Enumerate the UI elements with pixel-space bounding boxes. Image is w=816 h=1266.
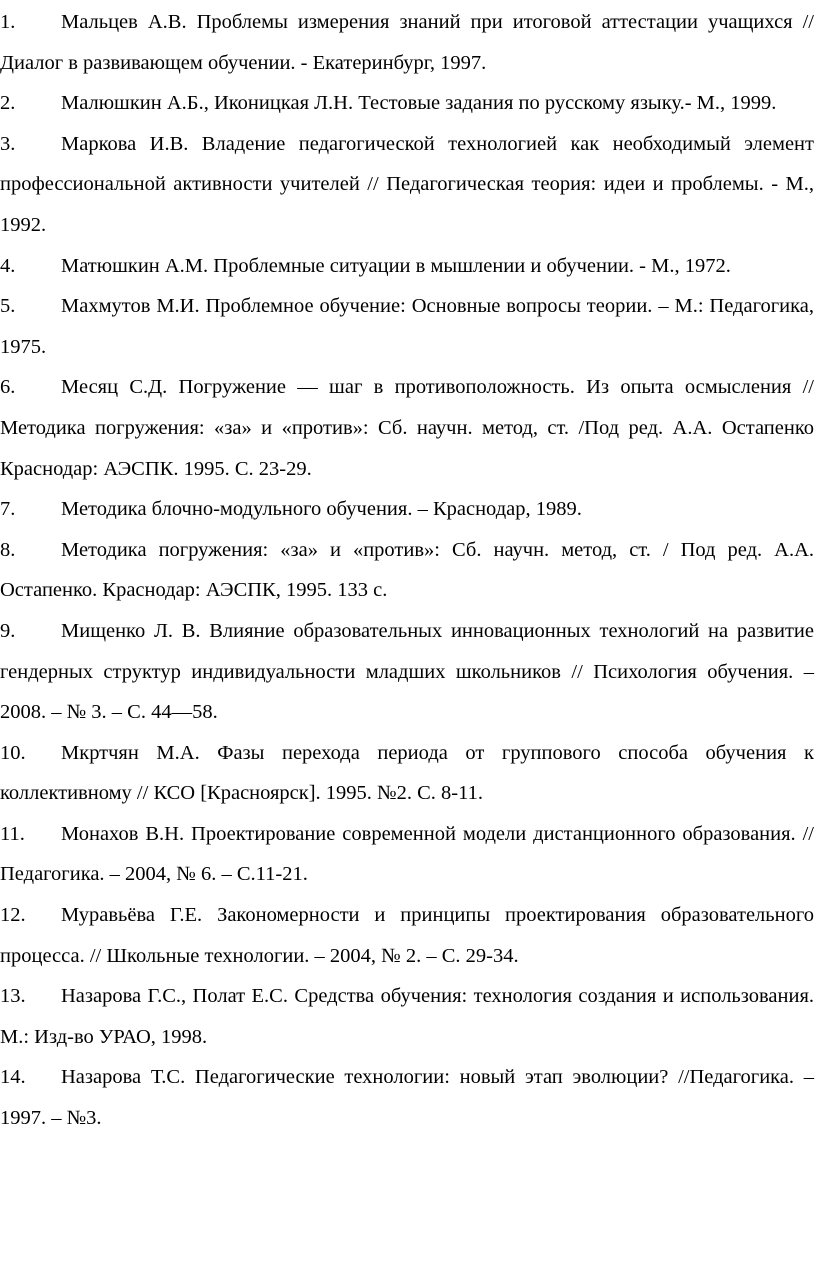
reference-text: Мищенко Л. В. Влияние образовательных инновационных технологий на развитие гендерных структур индивидуальности младших школьников // Психология обучения. – 2008. – № 3. – С. 44—58. bbox=[0, 619, 814, 724]
reference-number: 10. bbox=[0, 741, 26, 764]
reference-item-12 bbox=[0, 895, 814, 976]
reference-item-1 bbox=[0, 2, 814, 83]
reference-text: Назарова Г.С., Полат Е.С. Средства обучения: технология создания и использования. М.: Изд-во УРАО, 1998. bbox=[0, 985, 814, 1048]
reference-number: 3. bbox=[0, 132, 16, 155]
reference-item-4 bbox=[0, 246, 814, 287]
reference-text: Назарова Т.С. Педагогические технологии: новый этап эволюции? //Педагогика. – 1997. – №3. bbox=[0, 1066, 814, 1130]
reference-text: Мальцев А.В. Проблемы измерения знаний при итоговой аттестации учащихся // Диалог в развивающем обучении. - Екатеринбург, 1997. bbox=[0, 11, 814, 74]
reference-text: Монахов В.Н. Проектирование современной модели дистанционного образования. // Педагогика. – 2004, № 6. – С.11-21. bbox=[0, 822, 814, 886]
reference-item-3 bbox=[0, 124, 814, 246]
reference-text: Методика блочно-модульного обучения. – Краснодар, 1989. bbox=[61, 498, 582, 521]
reference-text: Матюшкин А.М. Проблемные ситуации в мышлении и обучении. - М., 1972. bbox=[61, 254, 731, 277]
reference-number: 8. bbox=[0, 538, 16, 561]
reference-text: Малюшкин А.Б., Иконицкая Л.Н. Тестовые задания по русскому языку.- М., 1999. bbox=[61, 92, 777, 115]
reference-number: 4. bbox=[0, 254, 16, 277]
reference-item-7 bbox=[0, 489, 814, 530]
reference-item-5 bbox=[0, 286, 814, 367]
reference-text: Махмутов М.И. Проблемное обучение: Основные вопросы теории. – М.: Педагогика, 1975. bbox=[0, 295, 814, 358]
reference-item-2 bbox=[0, 83, 814, 124]
reference-item-10 bbox=[0, 733, 814, 814]
reference-text: Месяц С.Д. Погружение — шаг в противоположность. Из опыта осмысления // Методика погружения: «за» и «против»: Сб. научн. метод, ст. /Под ред. А.А. Остапенко Краснодар: АЭСПК. 1995. С. 23-29. bbox=[0, 376, 814, 480]
reference-number: 14. bbox=[0, 1066, 26, 1089]
reference-text: Муравьёва Г.Е. Закономерности и принципы проектирования образовательного процесса. // Школьные технологии. – 2004, № 2. – С. 29-34. bbox=[0, 904, 814, 967]
reference-item-6 bbox=[0, 367, 814, 489]
reference-number: 7. bbox=[0, 498, 16, 521]
reference-item-11 bbox=[0, 814, 814, 895]
reference-number: 6. bbox=[0, 376, 16, 399]
reference-number: 13. bbox=[0, 985, 26, 1008]
reference-number: 1. bbox=[0, 11, 16, 33]
reference-number: 5. bbox=[0, 295, 16, 318]
reference-text: Мкртчян М.А. Фазы перехода периода от группового способа обучения к коллективному // КСО [Красноярск]. 1995. №2. С. 8-11. bbox=[0, 741, 814, 805]
reference-text: Маркова И.В. Владение педагогической технологией как необходимый элемент профессиональной активности учителей // Педагогическая теория: идеи и проблемы. - М., 1992. bbox=[0, 132, 814, 236]
reference-number: 2. bbox=[0, 92, 16, 115]
reference-item-14 bbox=[0, 1057, 814, 1138]
reference-number: 9. bbox=[0, 619, 16, 642]
reference-item-13 bbox=[0, 976, 814, 1057]
reference-text: Методика погружения: «за» и «против»: Сб. научн. метод, ст. / Под ред. А.А. Остапенко. Краснодар: АЭСПК, 1995. 133 с. bbox=[0, 538, 814, 602]
reference-number: 11. bbox=[0, 822, 25, 845]
reference-number: 12. bbox=[0, 904, 26, 927]
reference-item-9 bbox=[0, 611, 814, 733]
reference-item-8 bbox=[0, 530, 814, 611]
